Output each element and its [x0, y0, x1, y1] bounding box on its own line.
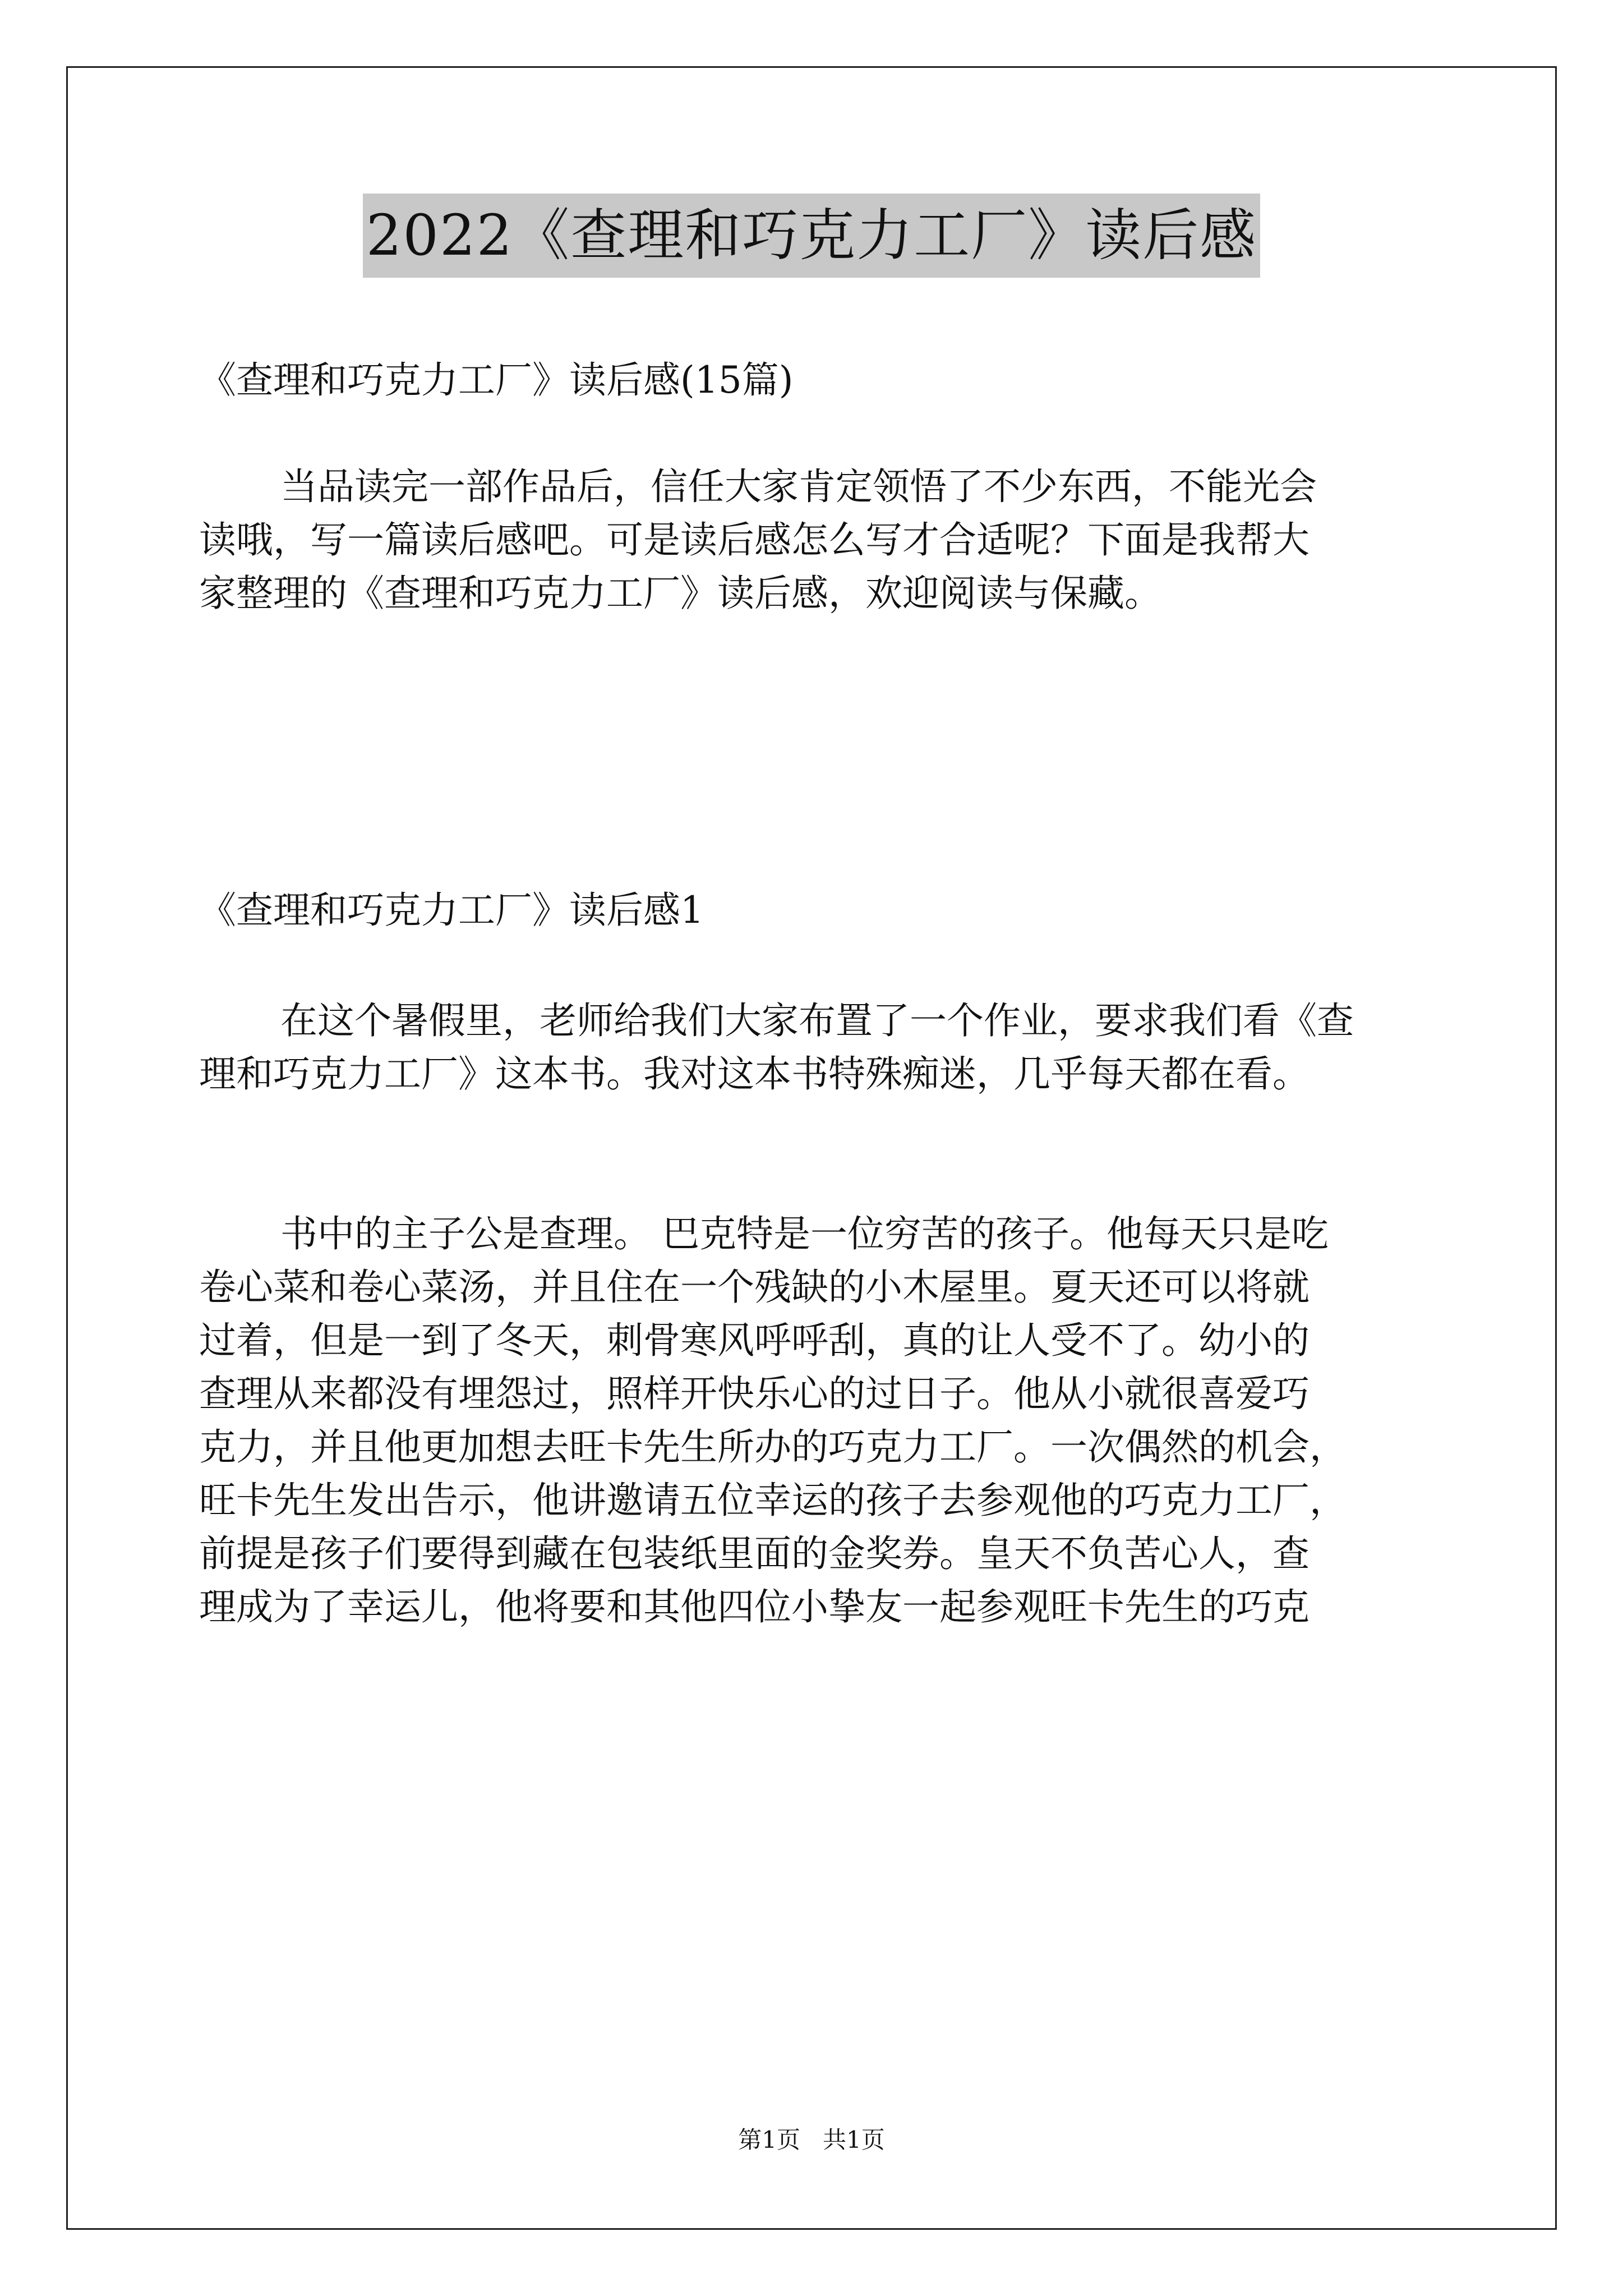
- document-title: 2022《查理和巧克力工厂》读后感: [363, 194, 1261, 278]
- paragraph-1: [199, 994, 1455, 1101]
- subtitle: [199, 353, 1455, 407]
- paragraph-line: 查理从来都没有埋怨过，照样开快乐心的过日子。他从小就很喜爱巧: [199, 1372, 1310, 1415]
- paragraph-line: 书中的主子公是查理。 巴克特是一位穷苦的孩子。他每天只是吃: [280, 1212, 1329, 1255]
- paragraph-line: 前提是孩子们要得到藏在包装纸里面的金奖券。皇天不负苦心人，查: [199, 1532, 1310, 1575]
- paragraph-line: 卷心菜和卷心菜汤，并且住在一个残缺的小木屋里。夏天还可以将就: [199, 1266, 1310, 1309]
- section-heading-text: 《查理和巧克力工厂》读后感1: [199, 889, 704, 932]
- intro-line: 当品读完一部作品后，信任大家肯定领悟了不少东西，不能光会: [280, 465, 1317, 508]
- title-container: [0, 194, 1623, 278]
- page-footer: 第1页 共1页: [738, 2126, 885, 2154]
- paragraph-line: 理和巧克力工厂》这本书。我对这本书特殊痴迷，几乎每天都在看。: [199, 1052, 1310, 1096]
- paragraph-line: 在这个暑假里，老师给我们大家布置了一个作业，要求我们看《查: [280, 999, 1354, 1042]
- intro-line: 家整理的《查理和巧克力工厂》读后感，欢迎阅读与保藏。: [199, 572, 1161, 615]
- paragraph-line: 旺卡先生发出告示，他讲邀请五位幸运的孩子去参观他的巧克力工厂，: [199, 1479, 1347, 1522]
- paragraph-line: 过着，但是一到了冬天，刺骨寒风呼呼刮，真的让人受不了。幼小的: [199, 1319, 1310, 1362]
- intro-paragraph: [199, 460, 1455, 620]
- section-heading: [199, 884, 1455, 937]
- paragraph-line: 克力，并且他更加想去旺卡先生所办的巧克力工厂。一次偶然的机会，: [199, 1425, 1347, 1469]
- paragraph-2: [199, 1207, 1455, 1634]
- subtitle-text: 《查理和巧克力工厂》读后感(15篇): [199, 358, 794, 402]
- intro-line: 读哦，写一篇读后感吧。可是读后感怎么写才合适呢？下面是我帮大: [199, 518, 1310, 562]
- paragraph-line: 理成为了幸运儿，他将要和其他四位小挚友一起参观旺卡先生的巧克: [199, 1585, 1310, 1628]
